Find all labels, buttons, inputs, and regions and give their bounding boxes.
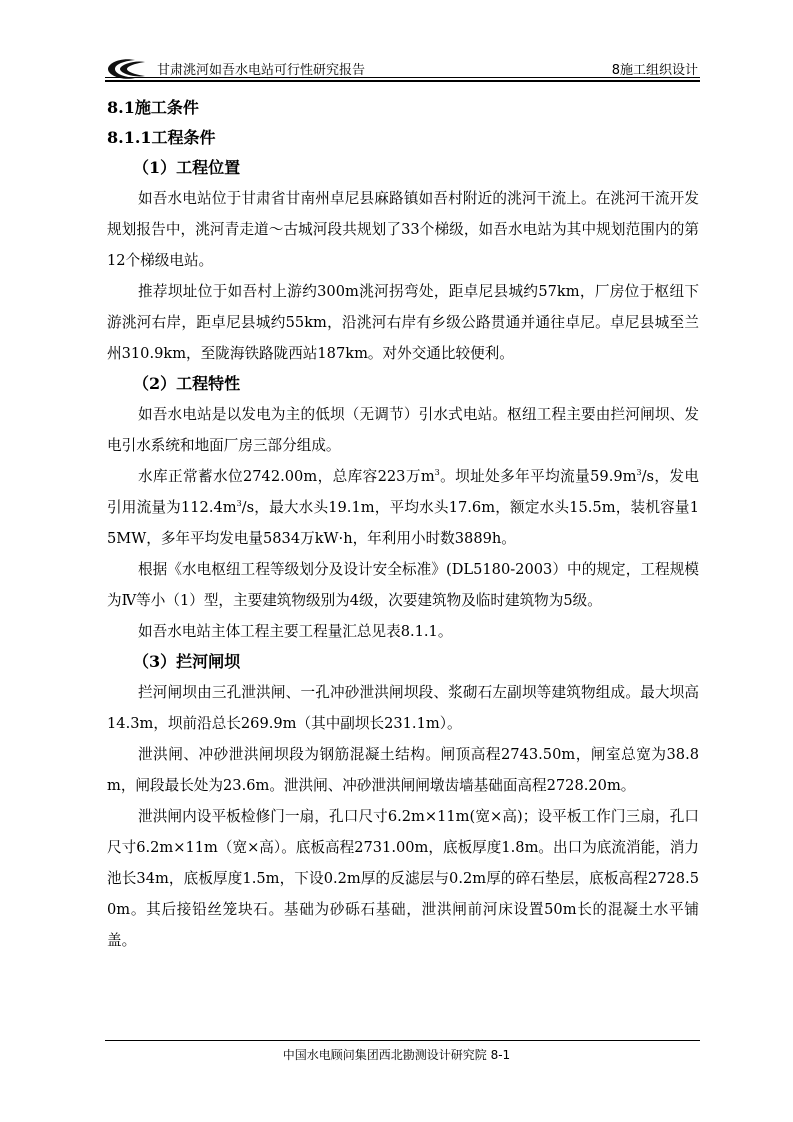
paragraph: 拦河闸坝由三孔泄洪闸、一孔冲砂泄洪闸坝段、浆砌石左副坝等建筑物组成。最大坝高14.3m，坝前沿总长269.9m（其中副坝长231.1m）。 (107, 684, 699, 732)
superscript: 3 (434, 468, 440, 478)
subheading-project-features: （2）工程特性 (133, 374, 241, 393)
paragraph: 如吾水电站是以发电为主的低坝（无调节）引水式电站。枢纽工程主要由拦河闸坝、发电引水系统和地面厂房三部分组成。 (107, 406, 699, 454)
paragraph: 推荐坝址位于如吾村上游约300m洮河拐弯处，距卓尼县城约57km，厂房位于枢纽下游洮河右岸，距卓尼县城约55km，沿洮河右岸有乡级公路贯通并通往卓尼。卓尼县城至兰州310.9km，至陇海铁路陇西站187km。对外交通比较便利。 (107, 283, 699, 362)
text-run: /s，最大水头19.1m，平均水头17.6m，额定水头15.5m，装机容量15MW，多年平均发电量5834万kW·h，年利用小时数3889h。 (107, 499, 699, 547)
text-run: 。坝址处多年平均流量59.9m (439, 468, 637, 485)
paragraph: 根据《水电枢纽工程等级划分及设计安全标准》(DL5180-2003）中的规定，工程规模为Ⅳ等小（1）型，主要建筑物级别为4级，次要建筑物及临时建筑物为5级。 (107, 561, 699, 609)
subheading-barrage: （3）拦河闸坝 (133, 652, 241, 671)
document-body (107, 93, 699, 956)
paragraph: 泄洪闸、冲砂泄洪闸坝段为钢筋混凝土结构。闸顶高程2743.50m，闸室总宽为38.8m，闸段最长处为23.6m。泄洪闸、冲砂泄洪闸闸墩齿墙基础面高程2728.20m。 (107, 746, 699, 794)
section-heading-8-1-1: 8.1.1工程条件 (107, 128, 216, 147)
paragraph: 如吾水电站主体工程主要工程量汇总见表8.1.1。 (138, 623, 453, 640)
superscript: 3 (636, 468, 642, 478)
header-chapter-title: 8施工组织设计 (611, 63, 698, 78)
page-header (105, 55, 700, 83)
page-footer: 中国水电顾问集团西北勘测设计研究院 8-1 (282, 1048, 511, 1062)
header-document-title: 甘肃洮河如吾水电站可行性研究报告 (157, 63, 366, 78)
text-run: /s，发电引用流量为112.4m (107, 468, 699, 516)
superscript: 3 (236, 499, 242, 509)
paragraph: 泄洪闸内设平板检修门一扇，孔口尺寸6.2m×11m(宽×高)；设平板工作门三扇，孔口尺寸6.2m×11m（宽×高）。底板高程2731.00m，底板厚度1.8m。出口为底流消能，消力池长34m，底板厚度1.5m，下设0.2m厚的反滤层与0.2m厚的碎石垫层，底板高程2728.50m。其后接铅丝笼块石。基础为砂砾石基础，泄洪闸前河床设置50m长的混凝土水平铺盖。 (107, 808, 699, 949)
paragraph: 如吾水电站位于甘肃省甘南州卓尼县麻路镇如吾村附近的洮河干流上。在洮河干流开发规划报告中，洮河青走道～古城河段共规划了33个梯级，如吾水电站为其中规划范围内的第12个梯级电站。 (107, 190, 699, 269)
footer-rule (105, 1040, 700, 1041)
header-rule-thick (105, 80, 700, 82)
header-rule (105, 77, 700, 78)
text-run: 水库正常蓄水位2742.00m，总库容223万m (138, 468, 435, 485)
paragraph-reservoir-data (107, 461, 699, 554)
subheading-project-location: （1）工程位置 (133, 158, 241, 177)
section-heading-8-1: 8.1施工条件 (107, 98, 199, 117)
